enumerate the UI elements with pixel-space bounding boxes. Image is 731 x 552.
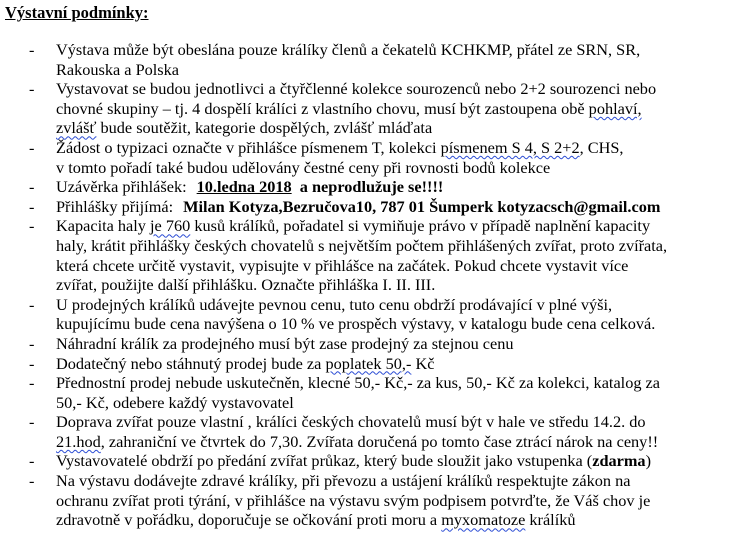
- bullet-dash: -: [29, 294, 35, 314]
- item-text-line: Vystavovat se budou jednotlivci a čtyřčlenné kolekce sourozenců nebo 2+2 sourozenci nebo: [56, 79, 657, 99]
- item-text-line: kupujícímu bude cena navýšena o 10 % ve prospěch výstavy, v katalogu bude cena celková.: [56, 314, 656, 334]
- text-segment: zdravotně v pořádku, doporučuje se očkování proti moru a: [56, 510, 442, 530]
- text-segment: Kč: [411, 353, 435, 373]
- deadline-date: 10.ledna 2018: [196, 177, 292, 197]
- spellcheck-word: pohlaví,: [588, 98, 642, 118]
- text-segment: ): [645, 451, 651, 471]
- list-item: [0, 354, 731, 374]
- item-text-line: Náhradní králík za prodejného musí být zase prodejný za stejnou cenu: [56, 333, 514, 353]
- item-text-line: haly, krátit přihlášky českých chovatelů s největším počtem přihlášených zvířat, proto zvířata,: [56, 235, 668, 255]
- text-segment: , zahraniční ve čtvrtek do 7,30. Zvířata doručená po tomto čase ztrácí nárok na ceny!!: [100, 431, 659, 451]
- page-title: Výstavní podmínky:: [5, 3, 149, 22]
- item-text-line: [56, 138, 727, 158]
- list-item-deadline: [0, 177, 731, 197]
- item-text-line: Na výstavu dodávejte zdravé králíky, při převozu a ustájení králíků respektujte zákon na: [56, 471, 631, 491]
- list-item: [0, 334, 731, 354]
- bullet-dash: -: [29, 333, 35, 353]
- spellcheck-word: myxomatoze: [441, 510, 526, 530]
- item-text-line: Výstava může být obeslána pouze králíky členů a čekatelů KCHKMP, přátel ze SRN, SR,: [56, 40, 641, 59]
- text-segment: králíků: [525, 510, 576, 530]
- list-item-contact: [0, 197, 731, 217]
- spellcheck-word: 21.hod: [56, 431, 101, 451]
- list-item: [0, 295, 731, 334]
- spellcheck-word: je 760: [150, 216, 191, 236]
- conditions-list: [0, 40, 731, 530]
- item-text-line: [56, 177, 727, 197]
- item-text-line: 50,- Kč, odebere každý vystavovatel: [56, 392, 294, 412]
- item-text-line: [56, 216, 727, 236]
- item-text-line: v tomto pořadí také budou udělovány čestné ceny při rovnosti bodů kolekce: [56, 157, 551, 177]
- item-text-line: ochranu zvířat proti týrání, v přihlášce na výstavu svým podpisem potvrďte, že Váš chov je: [56, 490, 651, 510]
- item-text-line: zvířat, použijte další přihlášku. Označte přihláška I. II. III.: [56, 275, 436, 295]
- bold-word: zdarma: [592, 451, 646, 471]
- list-item: [0, 471, 731, 530]
- list-item: [0, 451, 731, 471]
- item-text-line: [56, 451, 727, 471]
- text-segment: Dodatečný nebo stáhnutý prodej bude za: [56, 353, 326, 373]
- spellcheck-word: zvlášť: [56, 118, 97, 138]
- text-segment: bude soutěžit, kategorie dospělých, zvlášť mláďata: [96, 118, 433, 138]
- spellcheck-word: písmenem S 4, S 2+2: [440, 137, 580, 157]
- list-item: [0, 138, 731, 177]
- bullet-dash: -: [29, 177, 35, 197]
- bullet-dash: -: [29, 471, 35, 491]
- list-item: [0, 412, 731, 451]
- bullet-dash: -: [29, 353, 35, 373]
- list-item: [0, 79, 731, 138]
- deadline-note: a neprodlužuje se!!!!: [299, 177, 444, 197]
- item-text-line: U prodejných králíků udávejte pevnou cenu, tuto cenu obdrží prodávající v plné výši,: [56, 294, 613, 314]
- text-segment: Kapacita haly: [56, 216, 151, 236]
- bullet-dash: -: [29, 40, 35, 59]
- item-text-line: [56, 118, 727, 138]
- item-text-line: Přednostní prodej nebude uskutečněn, klecné 50,- Kč,- za kus, 50,- Kč za kolekci, katalog za: [56, 373, 661, 393]
- item-text-line: [56, 354, 727, 374]
- bullet-dash: -: [29, 216, 35, 236]
- text-segment: Žádost o typizaci označte v přihlášce písmenem T, kolekci: [56, 137, 441, 157]
- item-text-line: [56, 510, 727, 530]
- text-segment: Vystavovatelé obdrží po předání zvířat průkaz, který bude sloužit jako vstupenka (: [56, 451, 593, 471]
- item-text-line: [56, 197, 727, 217]
- text-segment: , CHS,: [579, 137, 624, 157]
- list-item: [0, 40, 731, 79]
- bullet-dash: -: [29, 137, 35, 157]
- bullet-dash: -: [29, 79, 35, 99]
- bullet-dash: -: [29, 373, 35, 393]
- contact-label: Přihlášky přijímá:: [56, 196, 174, 216]
- bullet-dash: -: [29, 412, 35, 432]
- item-text-line: [56, 432, 727, 452]
- item-text-line: Doprava zvířat pouze vlastní , králíci českých chovatelů musí být v hale ve středu 14.2. do: [56, 412, 646, 432]
- item-text-line: Rakouska a Polska: [56, 59, 179, 79]
- item-text-line: [56, 99, 727, 119]
- contact-value: Milan Kotyza,Bezručova10, 787 01 Šumperk kotyzacsch@gmail.com: [183, 196, 661, 216]
- text-segment: kusů králíků, pořadatel si vymiňuje právo v případě naplnění kapacity: [190, 216, 651, 236]
- deadline-label: Uzávěrka přihlášek:: [56, 177, 187, 197]
- spellcheck-word: poplatek 50,-: [325, 353, 412, 373]
- list-item: [0, 373, 731, 412]
- bullet-dash: -: [29, 451, 35, 471]
- text-segment: chovné skupiny – tj. 4 dospělí králíci z vlastního chovu, musí být zastoupena obě: [56, 98, 589, 118]
- bullet-dash: -: [29, 196, 35, 216]
- list-item: [0, 216, 731, 294]
- item-text-line: která chcete určitě vystavit, vypisujte v přihlášce na začátek. Pokud chcete vystavit více: [56, 255, 629, 275]
